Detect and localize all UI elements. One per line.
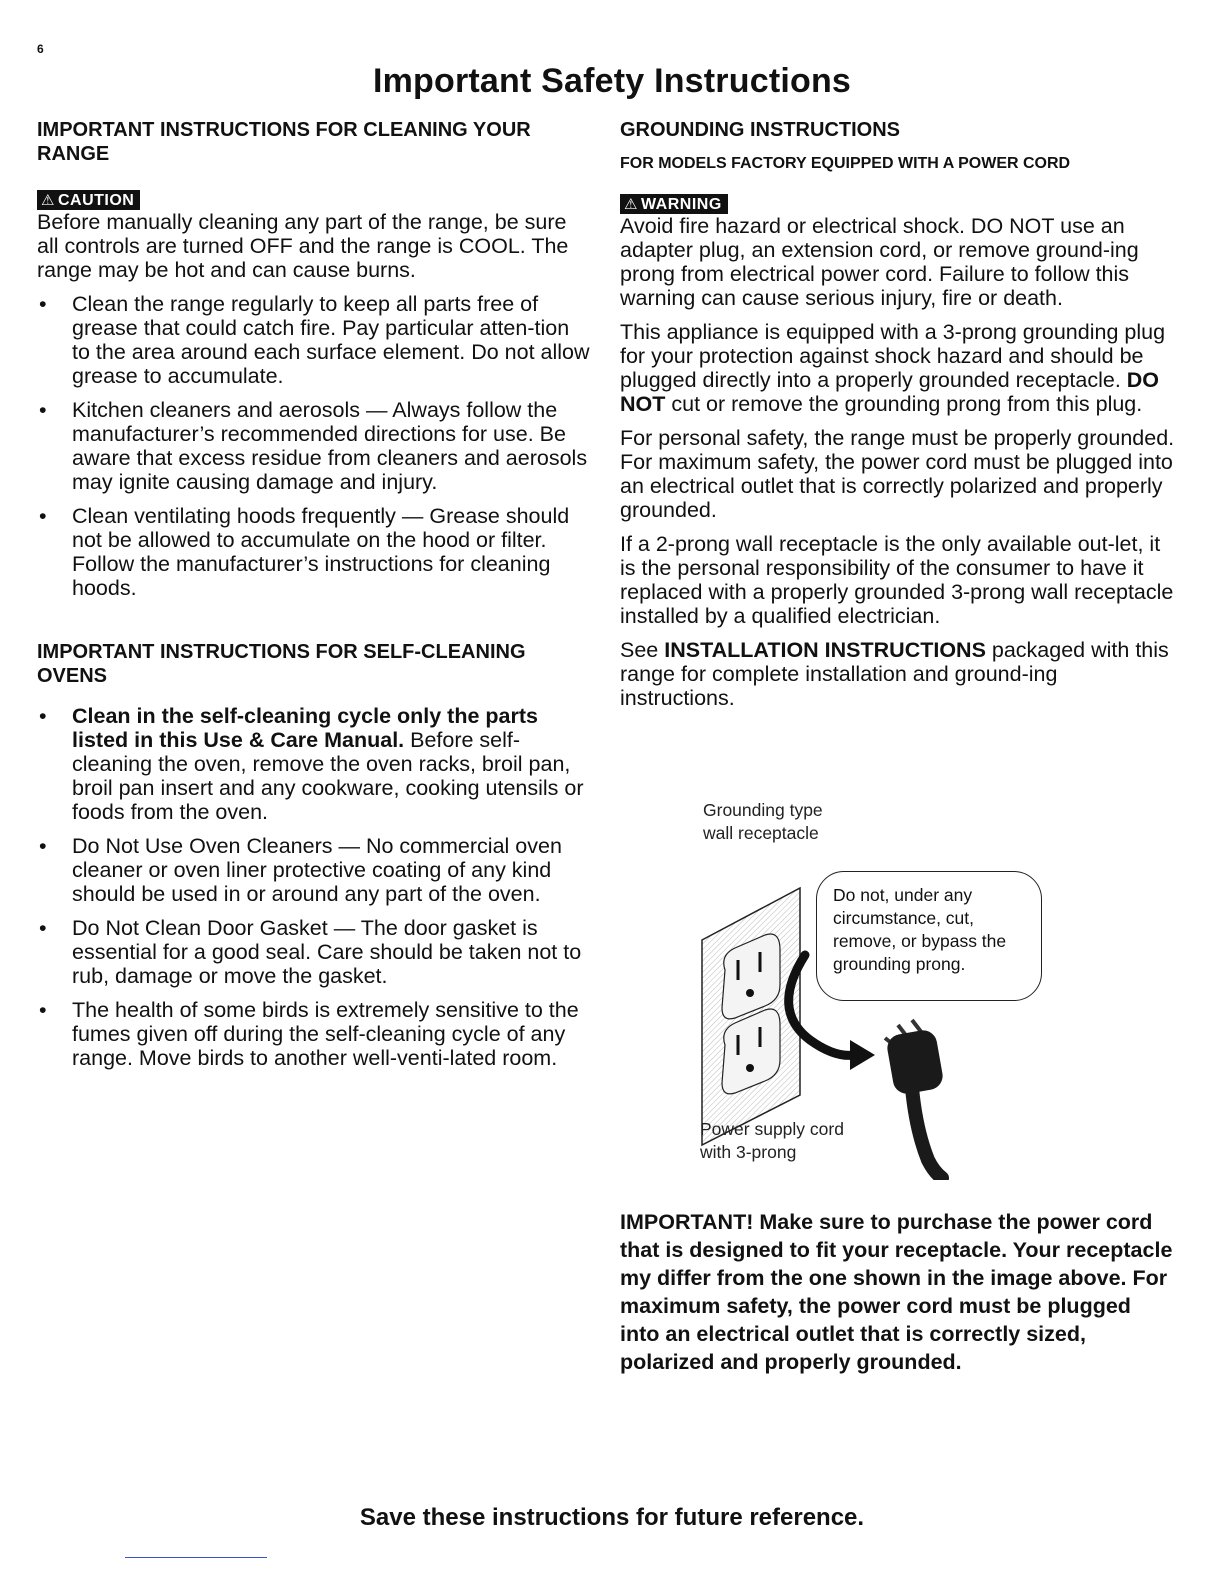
paragraph-bold-text: DO NOT — [620, 368, 1160, 416]
callout-box: Do not, under any circumstance, cut, remove, or bypass the grounding prong. — [816, 871, 1042, 1001]
grounding-paragraph-4 — [620, 638, 1175, 710]
bullet-text: Do Not Clean Door Gasket — The door gasket is essential for a good seal. Care should be taken not to rub, damage or move the gasket. — [72, 916, 582, 988]
left-column — [37, 118, 590, 1080]
grounding-paragraph-3: If a 2-prong wall receptacle is the only available out-let, it is the personal responsibility of the consumer to have it replaced with a properly grounded 3-prong wall receptacle installed by a qualified electrician. — [620, 532, 1174, 628]
list-item — [37, 834, 590, 906]
warning-triangle-icon: ⚠ — [41, 192, 55, 209]
caution-badge — [37, 190, 140, 210]
footer-rule — [125, 1557, 267, 1558]
receptacle-label-line: wall receptacle — [703, 823, 819, 843]
bullet-dot: • — [39, 998, 47, 1022]
cord-label-line: with 3-prong — [700, 1142, 797, 1162]
paragraph-text: cut or remove the grounding prong from this plug. — [665, 392, 1143, 416]
selfclean-heading: IMPORTANT INSTRUCTIONS FOR SELF-CLEANING OVENS — [37, 641, 526, 687]
page-title: Important Safety Instructions — [372, 62, 852, 100]
bullet-dot: • — [39, 504, 47, 528]
bullet-dot: • — [39, 398, 47, 422]
warning-label: WARNING — [640, 196, 722, 213]
cord-label-line: Power supply cord — [700, 1119, 844, 1139]
footer-text: Save these instructions for future reference. — [359, 1504, 865, 1531]
bullet-text: Before self-cleaning the oven, remove the oven racks, broil pan, broil pan insert and any cookware, cooking utensils or foods from the oven. — [72, 728, 584, 824]
important-note: IMPORTANT! Make sure to purchase the power cord that is designed to fit your receptacle. Your receptacle my differ from the one shown in the image above. For maximum safety, the power cord must be plugged into an electrical outlet that is correctly sized, polarized and properly grounded. — [620, 1210, 1173, 1374]
bullet-text: Clean the range regularly to keep all parts free of grease that could catch fire. Pay particular atten-tion to the area around each surface element. Do not allow grease to accumulate. — [72, 292, 590, 388]
bullet-text: Do Not Use Oven Cleaners — No commercial oven cleaner or oven liner protective coating of any kind should be used in or around any part of the oven. — [72, 834, 562, 906]
cleaning-heading: IMPORTANT INSTRUCTIONS FOR CLEANING YOUR RANGE — [37, 119, 531, 165]
grounding-paragraph-1 — [620, 320, 1175, 416]
bullet-bold-text: Clean in the self-cleaning cycle only the parts listed in this Use & Care Manual. — [72, 704, 538, 752]
bullet-text: The health of some birds is extremely sensitive to the fumes given off during the self-cleaning cycle of any range. Move birds to another well-venti-lated room. — [72, 998, 579, 1070]
paragraph-bold-text: INSTALLATION INSTRUCTIONS — [664, 638, 986, 662]
cleaning-bullet-list — [37, 292, 590, 600]
warning-badge — [620, 194, 728, 214]
bullet-text: Kitchen cleaners and aerosols — Always follow the manufacturer’s recommended directions for use. Be aware that excess residue from cleaners and aerosols may ignite causing damage and injury. — [72, 398, 588, 494]
grounding-subheading: FOR MODELS FACTORY EQUIPPED WITH A POWER CORD — [620, 155, 1071, 172]
warning-text: Avoid fire hazard or electrical shock. DO NOT use an adapter plug, an extension cord, or remove ground-ing prong from electrical power cord. Failure to follow this warning can cause serious injury, fire or death. — [620, 214, 1139, 310]
receptacle-label-line: Grounding type — [703, 800, 823, 820]
paragraph-text: This appliance is equipped with a 3-prong grounding plug for your protection against shock hazard and should be plugged directly into a properly grounded receptacle. — [620, 320, 1166, 392]
list-item — [37, 916, 590, 988]
warning-triangle-icon: ⚠ — [624, 196, 638, 213]
list-item — [37, 998, 590, 1070]
list-item — [37, 704, 590, 824]
cord-label — [700, 1118, 844, 1164]
paragraph-text: See — [620, 638, 665, 662]
grounding-heading: GROUNDING INSTRUCTIONS — [620, 119, 900, 141]
three-prong-plug-icon — [885, 1020, 945, 1178]
bullet-dot: • — [39, 834, 47, 858]
list-item — [37, 504, 590, 600]
caution-label: CAUTION — [57, 192, 135, 209]
grounding-paragraph-2: For personal safety, the range must be properly grounded. For maximum safety, the power cord must be plugged into an electrical outlet that is correctly polarized and properly grounded. — [620, 426, 1175, 522]
list-item — [37, 292, 590, 388]
bullet-text: Clean ventilating hoods frequently — Grease should not be allowed to accumulate on the hood or filter. Follow the manufacturer’s instructions for cleaning hoods. — [72, 504, 570, 600]
receptacle-label — [703, 799, 823, 845]
page-number: 6 — [37, 42, 44, 56]
selfclean-bullet-list — [37, 704, 590, 1070]
caution-text: Before manually cleaning any part of the range, be sure all controls are turned OFF and the range is COOL. The range may be hot and can cause burns. — [37, 210, 569, 282]
bullet-dot: • — [39, 292, 47, 316]
paragraph-text: packaged with this range for complete installation and ground-ing instructions. — [620, 638, 1169, 710]
list-item — [37, 398, 590, 494]
bullet-dot: • — [39, 704, 47, 728]
bullet-dot: • — [39, 916, 47, 940]
right-column — [620, 118, 1175, 710]
